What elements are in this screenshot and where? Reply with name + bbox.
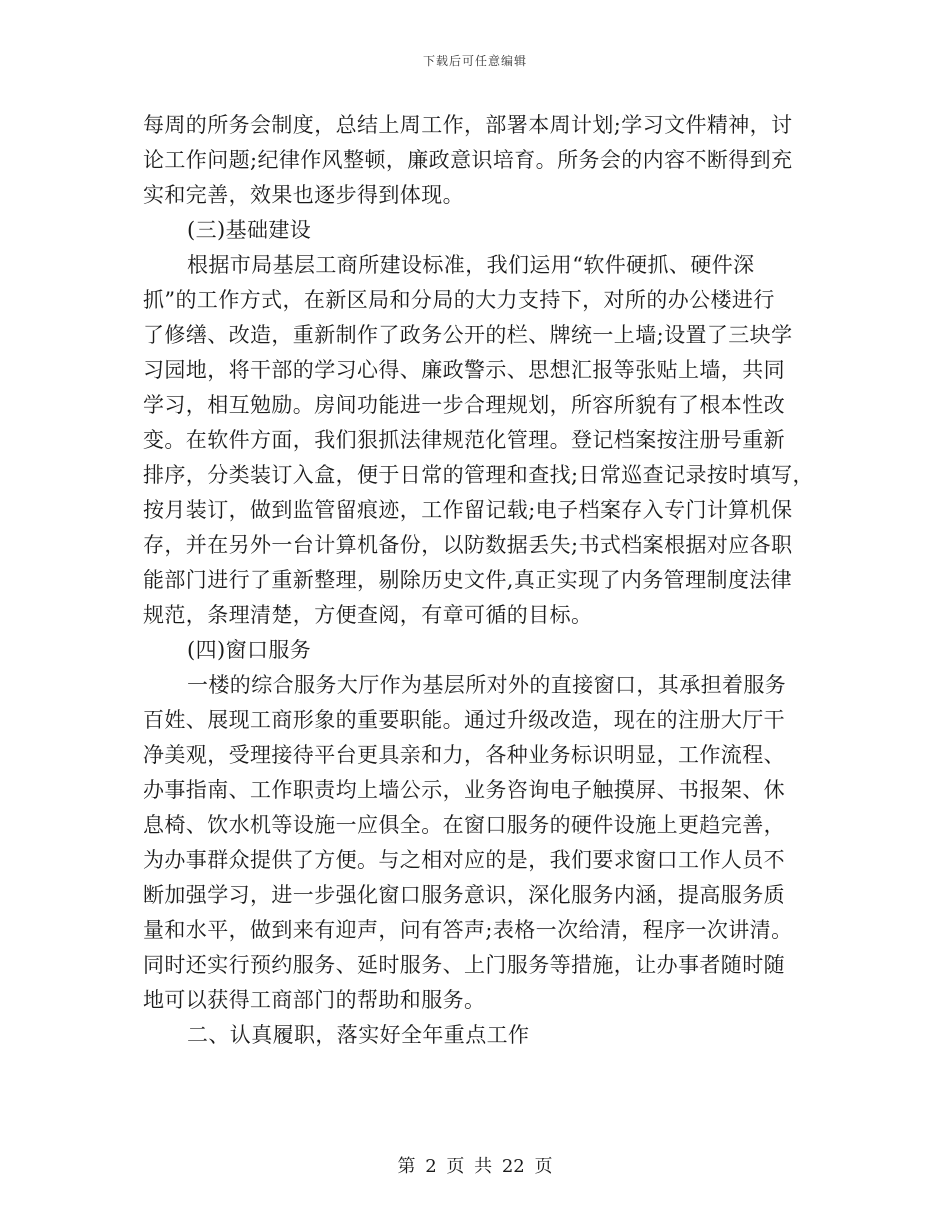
text-line: (三)基础建设: [187, 218, 312, 242]
text-line: 实和完善，效果也逐步得到体现。: [143, 183, 464, 207]
text-line: 论工作问题;纪律作风整顿，廉政意识培育。所务会的内容不断得到充: [143, 148, 793, 172]
text-line: 了修缮、改造，重新制作了政务公开的栏、牌统一上墙;设置了三块学: [143, 323, 793, 347]
text-line: 规范，条理清楚，方便查阅，有章可循的目标。: [143, 603, 593, 627]
text-line: 学习，相互勉励。房间功能进一步合理规划，所容所貌有了根本性改: [143, 393, 785, 417]
text-line: 一楼的综合服务大厅作为基层所对外的直接窗口，其承担着服务: [187, 673, 787, 697]
text-line: 每周的所务会制度，总结上周工作，部署本周计划;学习文件精神，讨: [143, 113, 793, 137]
text-line: 净美观，受理接待平台更具亲和力，各种业务标识明显，工作流程、: [143, 743, 785, 767]
text-line: 习园地，将干部的学习心得、廉政警示、思想汇报等张贴上墙，共同: [143, 358, 785, 382]
text-line: 百姓、展现工商形象的重要职能。通过升级改造，现在的注册大厅干: [143, 708, 785, 732]
text-line: 量和水平，做到来有迎声，问有答声;表格一次给清，程序一次讲清。: [143, 918, 793, 942]
text-line: 为办事群众提供了方便。与之相对应的是，我们要求窗口工作人员不: [143, 848, 785, 872]
text-line: 抓”的工作方式，在新区局和分局的大力支持下，对所的办公楼进行: [143, 288, 775, 312]
text-line: 同时还实行预约服务、延时服务、上门服务等措施，让办事者随时随: [143, 953, 785, 977]
page-header: 下载后可任意编辑: [422, 54, 527, 68]
text-line: 息椅、饮水机等设施一应俱全。在窗口服务的硬件设施上更趋完善，: [143, 813, 785, 837]
text-line: 二、认真履职，落实好全年重点工作: [187, 1023, 530, 1047]
page-footer: 第 2 页 共 22 页: [397, 1156, 553, 1177]
text-line: 地可以获得工商部门的帮助和服务。: [143, 988, 486, 1012]
text-line: 根据市局基层工商所建设标准，我们运用“软件硬抓、硬件深: [187, 253, 755, 277]
text-line: 排序，分类装订入盒，便于日常的管理和查找;日常巡查记录按时填写，: [143, 463, 814, 487]
text-line: 断加强学习，进一步强化窗口服务意识，深化服务内涵，提高服务质: [143, 883, 785, 907]
text-line: 存，并在另外一台计算机备份，以防数据丢失;书式档案根据对应各职: [143, 533, 793, 557]
text-line: 能部门进行了重新整理，剔除历史文件,真正实现了内务管理制度法律: [143, 568, 793, 592]
document-body: [143, 108, 813, 1053]
text-line: (四)窗口服务: [187, 638, 312, 662]
text-line: 办事指南、工作职责均上墙公示，业务咨询电子触摸屏、书报架、休: [143, 778, 785, 802]
text-line: 按月装订，做到监管留痕迹，工作留记载;电子档案存入专门计算机保: [143, 498, 793, 522]
text-line: 变。在软件方面，我们狠抓法律规范化管理。登记档案按注册号重新: [143, 428, 785, 452]
